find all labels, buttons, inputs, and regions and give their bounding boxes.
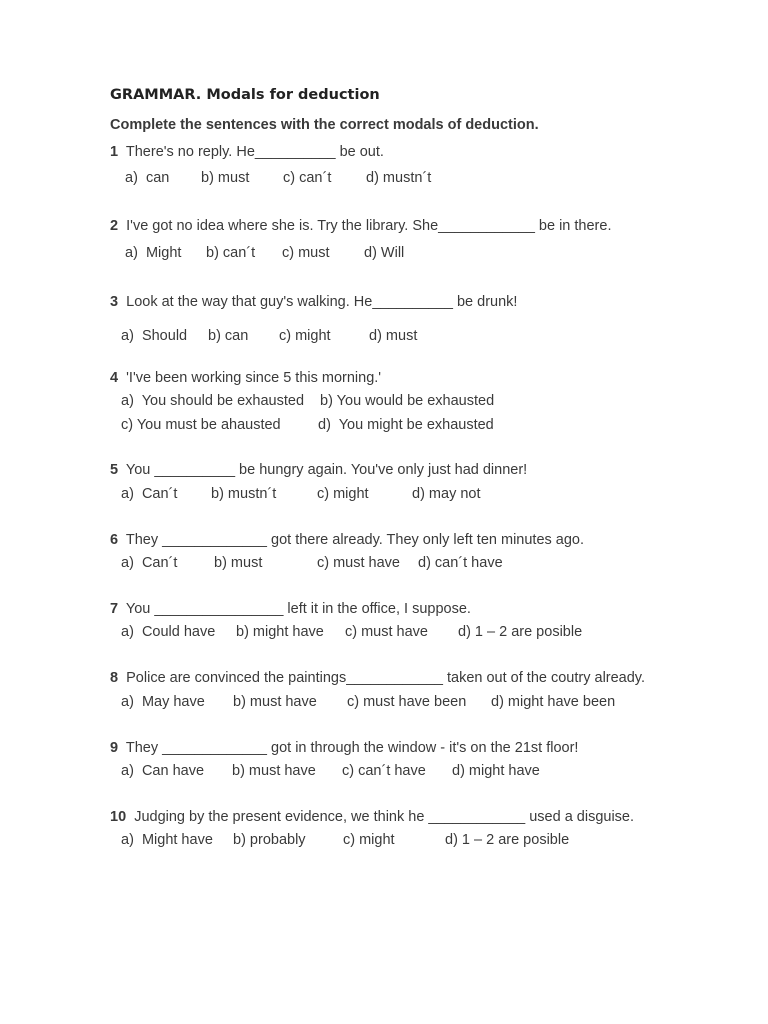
- option-d: d) might have: [452, 763, 540, 779]
- option-a: a) Can´t: [121, 486, 178, 502]
- question-8: [110, 670, 645, 686]
- option-c: c) must have: [345, 624, 428, 640]
- option-c: c) might: [317, 486, 369, 502]
- question-text: There's no reply. He__________ be out.: [125, 144, 384, 160]
- worksheet-title: GRAMMAR. Modals for deduction: [110, 87, 380, 103]
- option-a: a) can: [125, 170, 170, 186]
- question-1: [110, 144, 384, 160]
- option-d: d) Will: [364, 245, 405, 261]
- question-text: Judging by the present evidence, we think he ____________ used a disguise.: [134, 809, 635, 825]
- question-number: 6: [110, 532, 119, 548]
- option-c: c) might: [279, 328, 331, 344]
- question-3: [110, 294, 517, 310]
- question-number: 1: [110, 144, 119, 160]
- question-5: [110, 462, 527, 478]
- question-text: I've got no idea where she is. Try the library. She____________ be in there.: [126, 218, 612, 234]
- question-text: You __________ be hungry again. You've only just had dinner!: [125, 462, 528, 478]
- option-a: a) Might have: [121, 832, 213, 848]
- option-b: b) You would be exhausted: [320, 393, 495, 409]
- option-b: b) can: [208, 328, 249, 344]
- question-7: [110, 601, 471, 617]
- question-4: [110, 370, 381, 386]
- instructions: Complete the sentences with the correct modals of deduction.: [110, 117, 539, 133]
- option-b: b) might have: [236, 624, 324, 640]
- option-c: c) might: [343, 832, 395, 848]
- option-c: c) You must be ahausted: [121, 417, 281, 433]
- option-b: b) must have: [233, 694, 317, 710]
- option-a: a) Should: [121, 328, 188, 344]
- option-b: b) probably: [233, 832, 306, 848]
- question-number: 9: [110, 740, 119, 756]
- question-number: 7: [110, 601, 119, 617]
- option-d: d) can´t have: [418, 555, 503, 571]
- option-a: a) Could have: [121, 624, 216, 640]
- option-b: b) can´t: [206, 245, 256, 261]
- option-a: a) Might: [125, 245, 182, 261]
- question-2: [110, 218, 611, 234]
- option-b: b) must have: [232, 763, 316, 779]
- option-a: a) Can´t: [121, 555, 178, 571]
- question-text: Look at the way that guy's walking. He__________ be drunk!: [126, 294, 518, 310]
- option-c: c) must have been: [347, 694, 467, 710]
- question-text: They _____________ got there already. They only left ten minutes ago.: [125, 532, 585, 548]
- option-d: d) mustn´t: [366, 170, 432, 186]
- question-text: 'I've been working since 5 this morning.': [126, 370, 382, 386]
- question-9: [110, 740, 578, 756]
- question-number: 8: [110, 670, 119, 686]
- option-d: d) might have been: [491, 694, 616, 710]
- option-a: a) Can have: [121, 763, 205, 779]
- option-d: d) 1 – 2 are posible: [445, 832, 570, 848]
- option-a: a) May have: [121, 694, 205, 710]
- option-d: d) 1 – 2 are posible: [458, 624, 583, 640]
- option-c: c) must: [282, 245, 330, 261]
- option-a: a) You should be exhausted: [121, 393, 305, 409]
- option-d: d) may not: [412, 486, 481, 502]
- question-number: 4: [110, 370, 119, 386]
- option-b: b) mustn´t: [211, 486, 277, 502]
- option-c: c) can´t: [283, 170, 332, 186]
- question-10: [110, 809, 634, 825]
- option-d: d) must: [369, 328, 418, 344]
- option-c: c) must have: [317, 555, 400, 571]
- question-number: 10: [110, 809, 127, 825]
- option-d: d) You might be exhausted: [318, 417, 494, 433]
- question-number: 5: [110, 462, 119, 478]
- option-c: c) can´t have: [342, 763, 426, 779]
- option-b: b) must: [201, 170, 250, 186]
- question-number: 3: [110, 294, 119, 310]
- option-b: b) must: [214, 555, 263, 571]
- question-6: [110, 532, 584, 548]
- question-number: 2: [110, 218, 119, 234]
- question-text: You ________________ left it in the office, I suppose.: [125, 601, 471, 617]
- question-text: Police are convinced the paintings____________ taken out of the coutry already.: [126, 670, 646, 686]
- question-text: They _____________ got in through the window - it's on the 21st floor!: [125, 740, 579, 756]
